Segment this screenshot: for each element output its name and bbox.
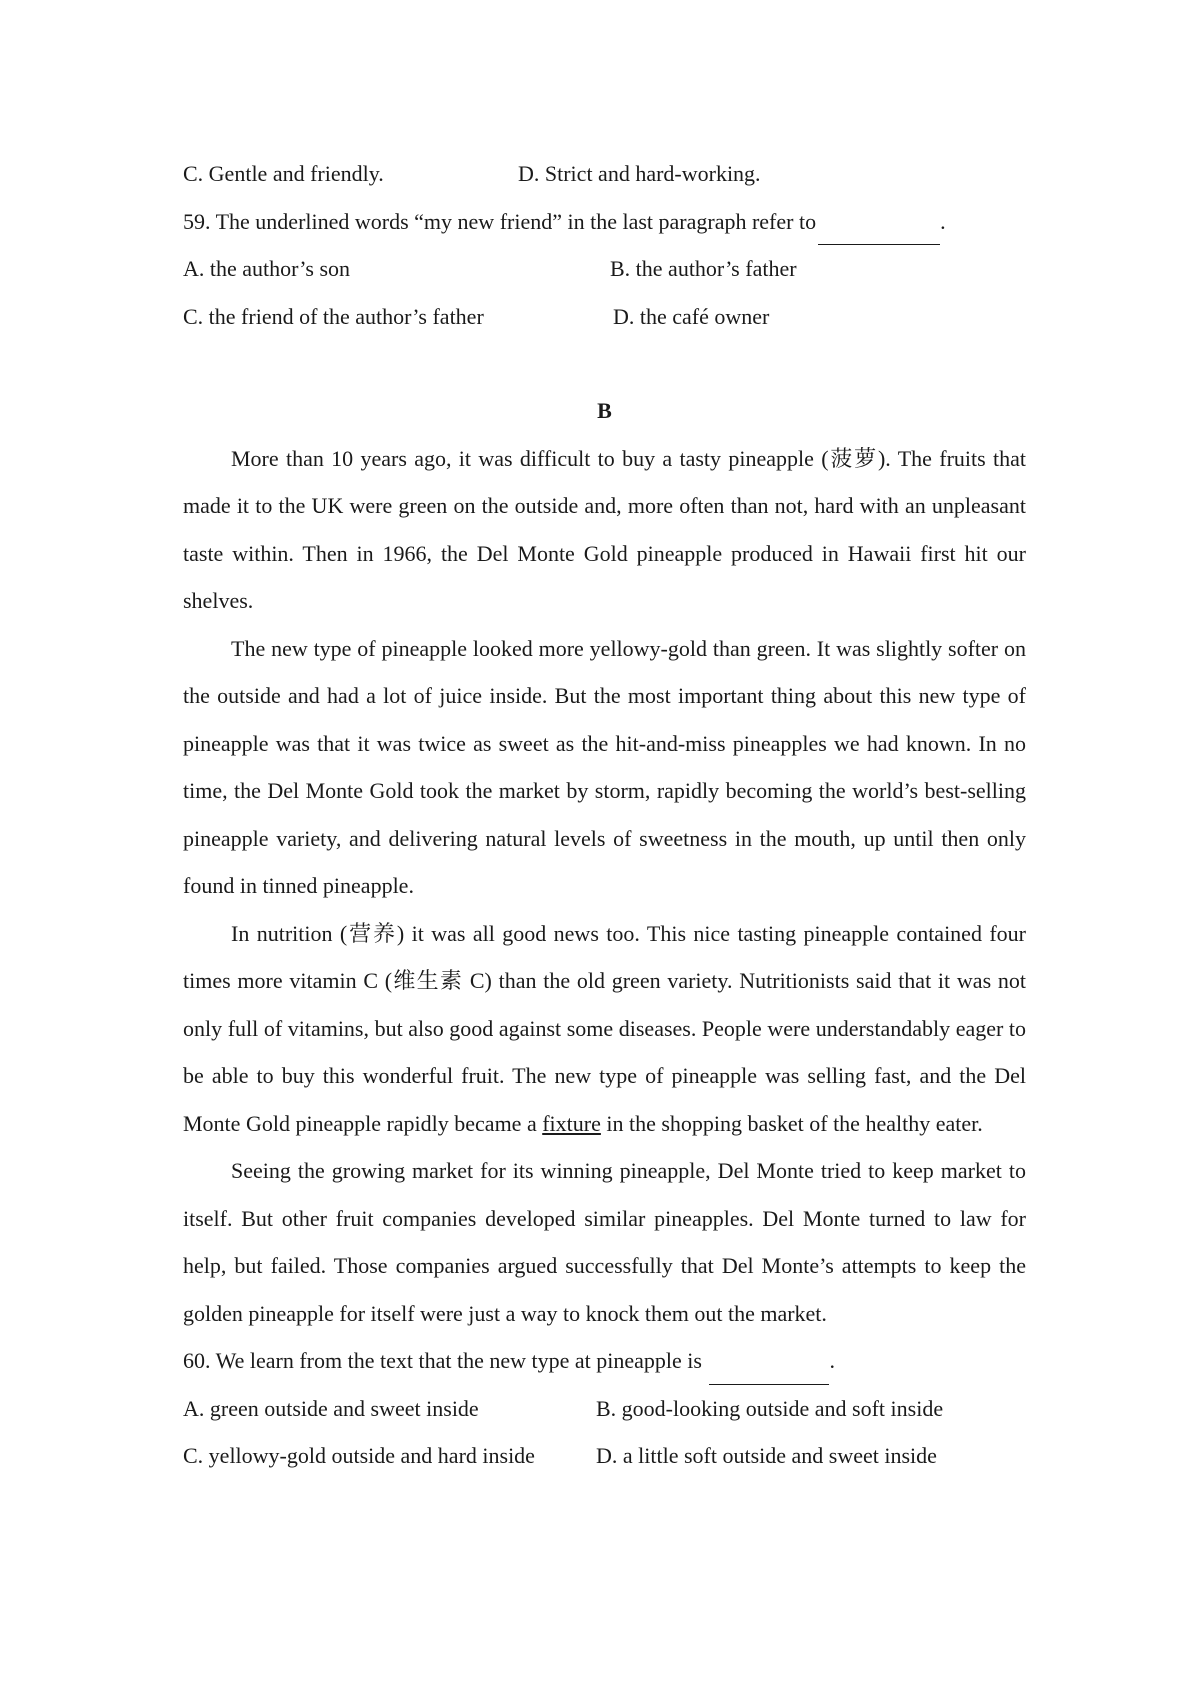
q59-options-ab <box>183 245 1026 293</box>
paragraph-3-text-after: in the shopping basket of the healthy eater. <box>600 1110 983 1136</box>
paragraph-3-text-before: In nutrition (营养) it was all good news too. This nice tasting pineapple contained four times more vitamin C (维生素 C) than the old green variety. Nutritionists said that it was not only full of vitamins, but also good against some diseases. People were understandably eager to be able to buy this wonderful fruit. The new type of pineapple was selling fast, and the Del Monte Gold pineapple rapidly became a <box>183 920 1026 1136</box>
q60-option-b: B. good-looking outside and soft inside <box>596 1395 944 1421</box>
document-page <box>183 150 1026 1480</box>
q59-option-c: C. the friend of the author’s father <box>183 303 484 329</box>
q60-options-ab <box>183 1385 1026 1433</box>
q60-answer-blank <box>709 1354 829 1385</box>
q60-stem-end: . <box>829 1348 835 1373</box>
q60-stem-line <box>183 1337 1026 1385</box>
q59-answer-blank <box>818 214 940 245</box>
q58-option-c: C. Gentle and friendly. <box>183 161 384 186</box>
passage-paragraph-2: The new type of pineapple looked more yellowy-gold than green. It was slightly softer on the outside and had a lot of juice inside. But the most important thing about this new type of pineapple was that it was twice as sweet as the hit-and-miss pineapples we had known. In no time, the Del Monte Gold took the market by storm, rapidly becoming the world’s best-selling pineapple variety, and delivering natural levels of sweetness in the mouth, up until then only found in tinned pineapple. <box>183 635 1026 898</box>
q60-option-c: C. yellowy-gold outside and hard inside <box>183 1443 535 1468</box>
q59-stem: 59. The underlined words “my new friend” in the last paragraph refer to <box>183 208 817 234</box>
passage-paragraph-3 <box>183 910 1026 1148</box>
q58-option-d: D. Strict and hard-working. <box>518 161 761 186</box>
passage-paragraph-1: More than 10 years ago, it was difficult to buy a tasty pineapple (菠萝). The fruits that made it to the UK were green on the outside and, more often than not, hard with an unpleasant taste within. Then in 1966, the Del Monte Gold pineapple produced in Hawaii first hit our shelves. <box>183 445 1026 613</box>
q60-option-a: A. green outside and sweet inside <box>183 1395 479 1421</box>
q60-options-cd <box>183 1432 1026 1480</box>
passage-paragraph-4: Seeing the growing market for its winning pineapple, Del Monte tried to keep market to itself. But other fruit companies developed similar pineapples. Del Monte turned to law for help, but failed. Those companies argued successfully that Del Monte’s attempts to keep the golden pineapple for itself were just a way to knock them out the market. <box>183 1158 1026 1326</box>
q59-option-b: B. the author’s father <box>610 256 797 281</box>
section-b-title: B <box>597 398 612 423</box>
q60-stem: 60. We learn from the text that the new type at pineapple is <box>183 1348 708 1373</box>
q58-options-cd <box>183 150 1026 198</box>
q59-option-a: A. the author’s son <box>183 256 351 281</box>
q59-option-d: D. the café owner <box>613 303 770 329</box>
q60-option-d: D. a little soft outside and sweet inside <box>596 1443 937 1468</box>
q59-stem-line <box>183 198 1026 246</box>
underlined-word-fixture: fixture <box>542 1110 601 1136</box>
q59-stem-end: . <box>940 208 946 234</box>
q59-options-cd <box>183 293 1026 341</box>
